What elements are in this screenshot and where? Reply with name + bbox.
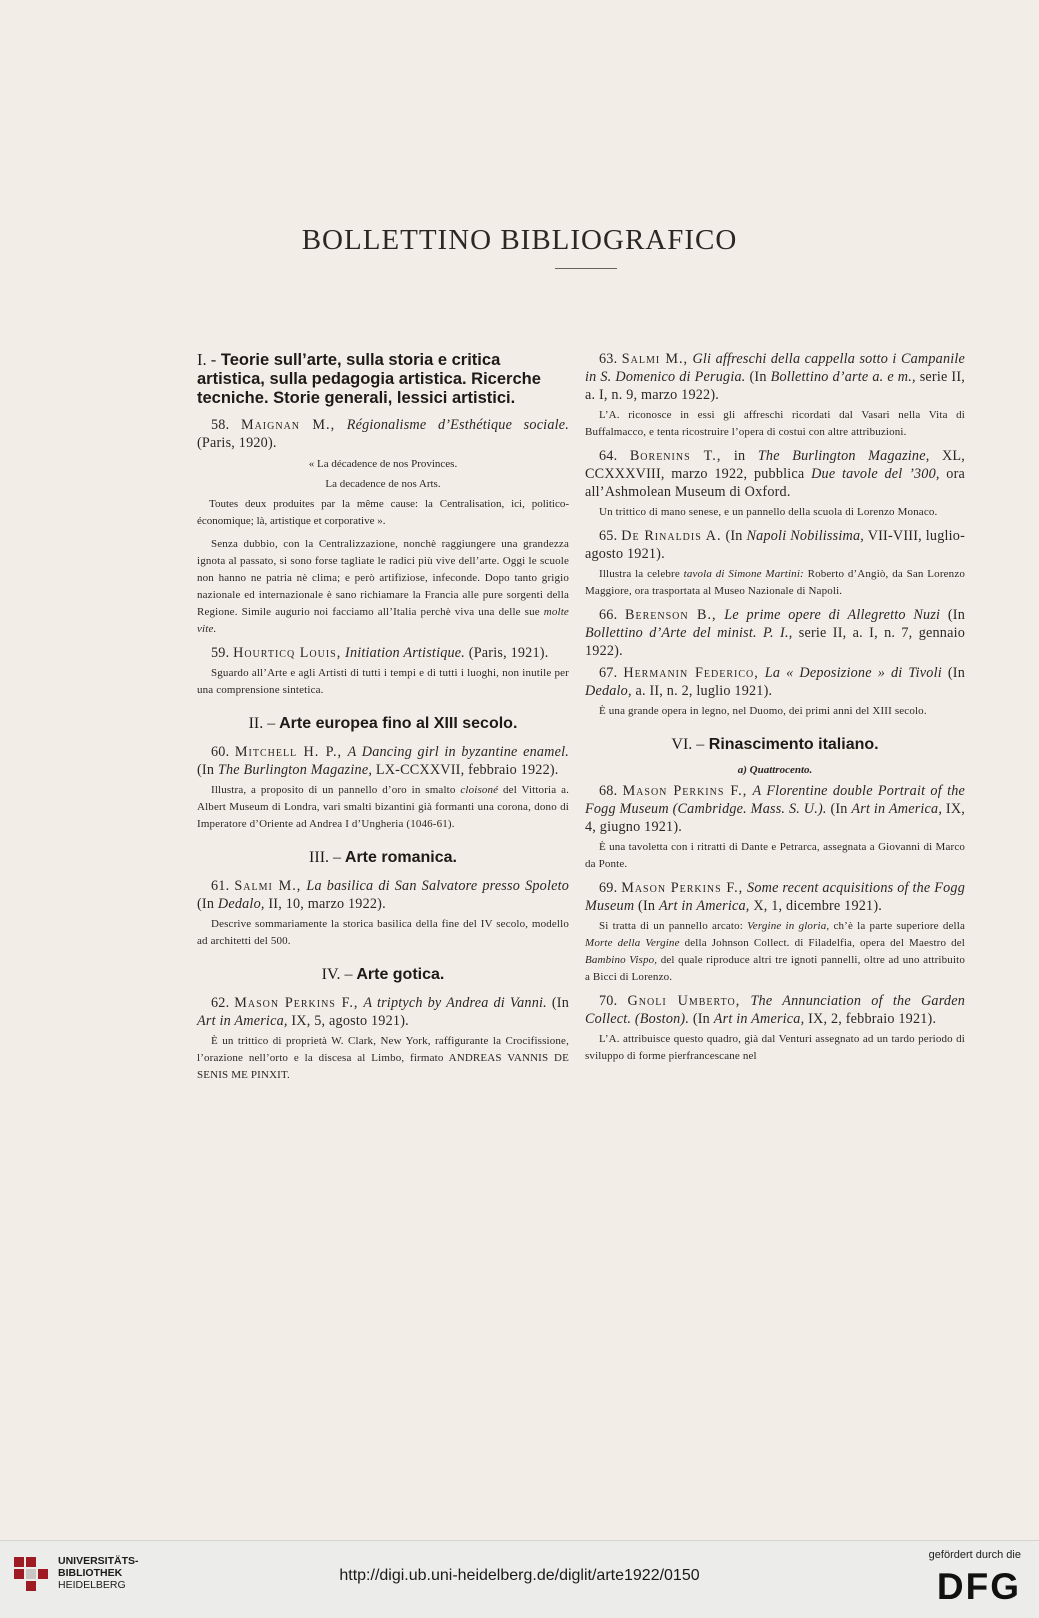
footer-bar: [0, 1540, 1039, 1618]
note-62: È un trittico di proprietà W. Clark, New York, raffigurante la Crocifissione, l’orazione nell’orto e la discesa al Limbo, firmato ANDREAS VANNIS DE SENIS ME PINXIT.: [197, 1035, 569, 1081]
page-title: BOLLETTINO BIBLIOGRAFICO: [301, 224, 738, 257]
section-heading-6: VI. – Rinascimento italiano.: [671, 736, 879, 753]
entry-64: 64. Borenins T., in The Burlington Magazine, XL, CCXXXVIII, marzo 1922, pubblica Due tavole del ’300, ora all’Ashmolean Museum di Oxford.: [585, 448, 966, 500]
quote-58-body: Toutes deux produites par la même cause: la Centralisation, ici, politico-économique; là, artistique et corporative ».: [197, 498, 569, 527]
section-heading-2: II. – Arte europea fino al XIII secolo.: [248, 715, 518, 732]
entry-70: 70. Gnoli Umberto, The Annunciation of the Garden Collect. (Boston). (In Art in America, IX, 2, febbraio 1921).: [585, 993, 965, 1027]
note-59: Sguardo all’Arte e agli Artisti di tutti i tempi e di tutti i luoghi, non inutile per una comprensione sintetica.: [197, 667, 569, 696]
right-column: [585, 350, 965, 1071]
note-63: L’A. riconosce in essi gli affreschi ricordati dal Vasari nella Vita di Buffalmacco, e tenta ricostruire l’opera di costui con altre attribuzioni.: [585, 409, 965, 438]
entry-67: 67. Hermanin Federico, La « Deposizione » di Tivoli (In Dedalo, a. II, n. 2, luglio 1921).: [585, 665, 966, 699]
section-heading-3: III. – Arte romanica.: [309, 849, 457, 866]
entry-69: 69. Mason Perkins F., Some recent acquisitions of the Fogg Museum (In Art in America, X, 1, dicembre 1921).: [585, 880, 966, 914]
section-heading-4: IV. – Arte gotica.: [321, 966, 445, 983]
note-70: L’A. attribuisce questo quadro, già dal Venturi assegnato ad un tardo periodo di sviluppo di forme pierfrancescane nel: [585, 1033, 965, 1062]
note-68: È una tavoletta con i ritratti di Dante e Petrarca, assegnata a Giovanni di Marco da Ponte.: [585, 841, 965, 870]
source-url-link[interactable]: http://digi.ub.uni-heidelberg.de/diglit/arte1922/0150: [339, 1567, 700, 1584]
entry-68: 68. Mason Perkins F., A Florentine double Portrait of the Fogg Museum (Cambridge. Mass. S. U.). (In Art in America, IX, 4, giugno 1921).: [585, 783, 966, 835]
entry-65: 65. De Rinaldis A. (In Napoli Nobilissima, VII-VIII, luglio-agosto 1921).: [585, 528, 966, 562]
note-67: È una grande opera in legno, nel Duomo, dei primi anni del XIII secolo.: [599, 705, 927, 717]
university-library-name: UNIVERSITÄTS- BIBLIOTHEK HEIDELBERG: [58, 1555, 139, 1591]
entry-62: 62. Mason Perkins F., A triptych by Andrea di Vanni. (In Art in America, IX, 5, agosto 1921).: [197, 995, 569, 1029]
entry-58: 58. Maignan M., Régionalisme d’Esthétique sociale. (Paris, 1920).: [197, 417, 570, 451]
entry-61: 61. Salmi M., La basilica di San Salvatore presso Spoleto (In Dedalo, II, 10, marzo 1922).: [197, 878, 570, 912]
entry-66: 66. Berenson B., Le prime opere di Allegretto Nuzi (In Bollettino d’Arte del minist. P. I., serie II, a. I, n. 7, gennaio 1922).: [585, 607, 966, 659]
quote-58-line1: « La décadence de nos Provinces.: [308, 458, 458, 470]
dfg-logo: DFG: [936, 1566, 1021, 1607]
note-61: Descrive sommariamente la storica basilica della fine del IV secolo, modello ad architetti del 500.: [197, 918, 569, 947]
left-column: [197, 350, 569, 1090]
funding-label: gefördert durch die: [928, 1549, 1021, 1561]
note-60: Illustra, a proposito di un pannello d’oro in smalto cloisoné del Vittoria a. Albert Museum di Londra, vari smalti bizantini già formanti una corona, dono di Imperatore d’Oriente ad Andrea I d’Ungheria (1046-61).: [197, 784, 569, 830]
note-64: Un trittico di mano senese, e un pannello della scuola di Lorenzo Monaco.: [599, 506, 938, 518]
section-heading-1: I. - Teorie sull’arte, sulla storia e critica artistica, sulla pedagogia artistica. Ricerche tecniche. Storie generali, lessici artistici.: [197, 350, 541, 407]
entry-63: 63. Salmi M., Gli affreschi della cappella sotto i Campanile in S. Domenico di Perugia. (In Bollettino d’arte a. e m., serie II, a. I, n. 9, marzo 1922).: [585, 351, 966, 403]
note-69: Si tratta di un pannello arcato: Vergine in gloria, ch’è la parte superiore della Morte della Vergine della Johnson Collect. di Filadelfia, opera del Maestro del Bambino Vispo, del quale riproduce altri tre ignoti pannelli, oltre ad uno attribuito a Bicci di Lorenzo.: [585, 920, 966, 983]
title-rule: [555, 268, 617, 269]
subsection-heading-quattrocento: a) Quattrocento.: [737, 764, 813, 776]
note-58: Senza dubbio, con la Centralizzazione, nonchè raggiungere una grandezza ignota al passato, si sono forse tagliate le radici più vive dell’arte. Oggi le scuole non hanno ne patria nè clima; e però artifiziose, infeconde. Dopo tanto grigio nazionale ed internazionale è sano richiamare la Francia alle pure sorgenti della Regione. Simile augurio noi facciamo all’Italia perchè viva una delle sue molte vite.: [197, 538, 569, 635]
entry-60: 60. Mitchell H. P., A Dancing girl in byzantine enamel. (In The Burlington Magazine, LX-CCXXVII, febbraio 1922).: [197, 744, 569, 778]
quote-58-line2: La decadence de nos Arts.: [325, 478, 441, 490]
entry-59: 59. Hourticq Louis, Initiation Artistique. (Paris, 1921).: [211, 645, 549, 661]
note-65: Illustra la celebre tavola di Simone Martini: Roberto d’Angiò, da San Lorenzo Maggiore, ora trasportata al Museo Nazionale di Napoli.: [585, 568, 965, 597]
